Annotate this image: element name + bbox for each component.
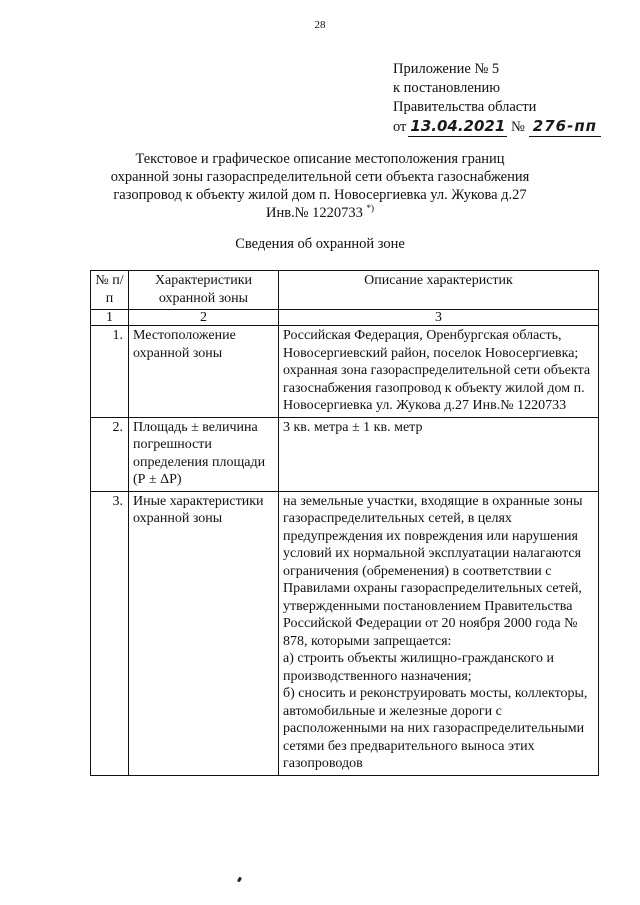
title-line-2: охранной зоны газораспределительной сети объекта газоснабжения — [110, 169, 530, 185]
inventory-number: Инв.№ 1220733 — [265, 205, 363, 221]
index-cell-3: 3 — [279, 310, 599, 326]
row-characteristic: Иные характеристики охранной зоны — [129, 491, 279, 775]
row-description: 3 кв. метра ± 1 кв. метр — [279, 417, 599, 491]
row-number: 2. — [91, 417, 129, 491]
index-cell-2: 2 — [129, 310, 279, 326]
row-description — [279, 491, 599, 775]
table-row — [91, 491, 599, 775]
title-line-1: Текстовое и графическое описание местоположения границ — [135, 151, 505, 167]
appendix-from-prefix: от — [393, 119, 407, 135]
title-line-4 — [0, 204, 640, 222]
page-number: 28 — [314, 19, 326, 31]
header-number: № п/п — [91, 271, 129, 310]
restriction-item-b: б) сносить и реконструировать мосты, коллекторы, автомобильные и железные дороги с расположенными на них газораспределительными сетями без предварительного выноса этих газопроводов — [283, 686, 588, 771]
title-line-3: газопровод к объекту жилой дом п. Новосергиевка ул. Жукова д.27 — [113, 187, 527, 203]
appendix-resolution: к постановлению — [393, 80, 501, 96]
handwritten-number: 276-пп — [529, 117, 601, 137]
index-cell-1: 1 — [91, 310, 129, 326]
row-description: Российская Федерация, Оренбургская область, Новосергиевский район, поселок Новосергиевка; охранная зона газораспределительной сети объекта газоснабжения газопровод к объекту жилой дом п. Новосергиевка ул. Жукова д.27 Инв.№ 1220733 — [279, 326, 599, 418]
row-characteristic: Площадь ± величина погрешности определения площади (Р ± ΔР) — [129, 417, 279, 491]
table-index-row — [91, 310, 599, 326]
row-number: 3. — [91, 491, 129, 775]
appendix-government: Правительства области — [393, 99, 537, 115]
document-title — [0, 150, 640, 222]
appendix-header — [393, 60, 601, 137]
table-header-row — [91, 271, 599, 310]
appendix-label: Приложение № 5 — [393, 61, 500, 77]
scan-mark — [237, 877, 242, 883]
footnote-mark: *) — [366, 203, 375, 214]
zone-info-table — [90, 270, 599, 776]
restriction-item-a: а) строить объекты жилищно-гражданского и производственного назначения; — [283, 651, 554, 684]
table-row — [91, 326, 599, 418]
appendix-date-line — [393, 117, 601, 137]
row-characteristic: Местоположение охранной зоны — [129, 326, 279, 418]
appendix-number-sign: № — [510, 119, 525, 135]
section-subtitle: Сведения об охранной зоне — [235, 236, 405, 252]
table-row — [91, 417, 599, 491]
restrictions-intro: на земельные участки, входящие в охранные зоны газораспределительных сетей, в целях предупреждения их повреждения или нарушения условий их нормальной эксплуатации налагаются ограничения (обременения) в соответствии с Правилами охраны газораспределительных сетей, утвержденными постановлением Правительства Российской Федерации от 20 ноября 2000 года № 878, которыми запрещается: — [283, 493, 583, 649]
header-characteristics: Характеристики охранной зоны — [129, 271, 279, 310]
row-number: 1. — [91, 326, 129, 418]
header-description: Описание характеристик — [279, 271, 599, 310]
handwritten-date: 13.04.2021 — [410, 117, 506, 135]
